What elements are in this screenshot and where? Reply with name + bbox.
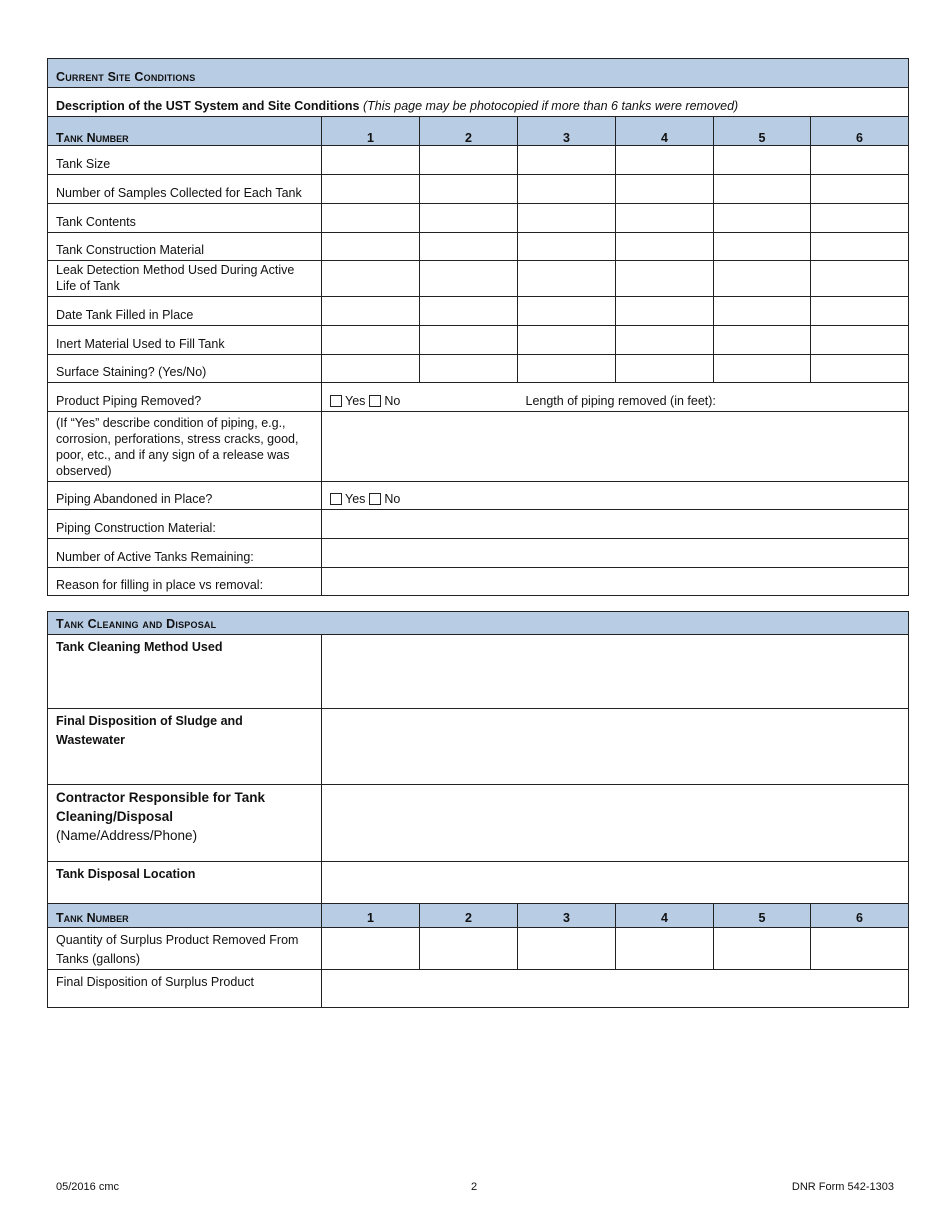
field-piping-condition[interactable] xyxy=(322,412,909,482)
field-leak-1[interactable] xyxy=(322,261,420,297)
field-date-3[interactable] xyxy=(518,297,616,326)
label-contractor-sub: (Name/Address/Phone) xyxy=(56,828,198,843)
field-contents-2[interactable] xyxy=(420,204,518,233)
field-samples-2[interactable] xyxy=(420,175,518,204)
tank-number-3: 3 xyxy=(518,117,616,146)
field-material-1[interactable] xyxy=(322,233,420,261)
piping-removed-options xyxy=(322,383,518,412)
row-product-piping xyxy=(48,383,909,412)
field-material-3[interactable] xyxy=(518,233,616,261)
field-inert-6[interactable] xyxy=(811,326,909,355)
row-quantity-surplus xyxy=(48,928,909,970)
field-contents-1[interactable] xyxy=(322,204,420,233)
field-final-surplus[interactable] xyxy=(322,970,909,1008)
field-reason-filling[interactable] xyxy=(322,568,909,596)
field-contents-4[interactable] xyxy=(616,204,714,233)
row-piping-condition xyxy=(48,412,909,482)
piping-removed-yes-checkbox[interactable] xyxy=(330,395,342,407)
footer-date: 05/2016 cmc xyxy=(56,1181,119,1193)
piping-abandoned-no-checkbox[interactable] xyxy=(369,493,381,505)
tank-number-6: 6 xyxy=(811,117,909,146)
field-disposal-location[interactable] xyxy=(322,862,909,904)
field-date-1[interactable] xyxy=(322,297,420,326)
field-contents-6[interactable] xyxy=(811,204,909,233)
field-tank-size-2[interactable] xyxy=(420,146,518,175)
field-piping-material[interactable] xyxy=(322,510,909,539)
field-leak-5[interactable] xyxy=(714,261,811,297)
field-samples-4[interactable] xyxy=(616,175,714,204)
tank-number-header: Tank Number xyxy=(48,117,322,146)
section-title-current-site: Current Site Conditions xyxy=(48,59,909,88)
row-final-surplus xyxy=(48,970,909,1008)
description-bold: Description of the UST System and Site Conditions xyxy=(56,99,360,113)
field-contents-3[interactable] xyxy=(518,204,616,233)
field-samples-6[interactable] xyxy=(811,175,909,204)
label-product-piping: Product Piping Removed? xyxy=(48,383,322,412)
field-staining-4[interactable] xyxy=(616,355,714,383)
field-surplus-5[interactable] xyxy=(714,928,811,970)
row-leak-detection xyxy=(48,261,909,297)
field-staining-1[interactable] xyxy=(322,355,420,383)
row-inert-material xyxy=(48,326,909,355)
tank-number-header-2: Tank Number xyxy=(48,904,322,928)
field-leak-4[interactable] xyxy=(616,261,714,297)
description-row xyxy=(48,88,909,117)
length-piping-removed-field[interactable] xyxy=(518,383,909,412)
field-staining-3[interactable] xyxy=(518,355,616,383)
row-disposal-location xyxy=(48,862,909,904)
field-surplus-3[interactable] xyxy=(518,928,616,970)
field-tank-size-6[interactable] xyxy=(811,146,909,175)
row-reason-filling xyxy=(48,568,909,596)
piping-removed-no-label: No xyxy=(384,394,401,408)
section-title-cleaning: Tank Cleaning and Disposal xyxy=(48,612,909,635)
row-cleaning-method xyxy=(48,635,909,709)
label-disposal-location: Tank Disposal Location xyxy=(48,862,322,904)
piping-abandoned-options xyxy=(322,482,909,510)
tank-number-2: 2 xyxy=(420,117,518,146)
field-leak-3[interactable] xyxy=(518,261,616,297)
label-piping-abandoned: Piping Abandoned in Place? xyxy=(48,482,322,510)
label-surface-staining: Surface Staining? (Yes/No) xyxy=(48,355,322,383)
piping-abandoned-yes-label: Yes xyxy=(345,492,366,506)
field-inert-5[interactable] xyxy=(714,326,811,355)
label-reason-filling: Reason for filling in place vs removal: xyxy=(48,568,322,596)
field-date-6[interactable] xyxy=(811,297,909,326)
tank-number-4: 4 xyxy=(616,117,714,146)
tank-number-2-3: 3 xyxy=(518,904,616,928)
length-piping-label: Length of piping removed (in feet): xyxy=(525,394,716,408)
field-leak-2[interactable] xyxy=(420,261,518,297)
field-date-4[interactable] xyxy=(616,297,714,326)
label-piping-condition: (If “Yes” describe condition of piping, e.g., corrosion, perforations, stress cracks, good, poor, etc., and if any sign of a release was observed) xyxy=(48,412,322,482)
field-surplus-4[interactable] xyxy=(616,928,714,970)
label-inert-material: Inert Material Used to Fill Tank xyxy=(48,326,322,355)
label-contractor-cell xyxy=(48,785,322,862)
field-samples-1[interactable] xyxy=(322,175,420,204)
field-sludge[interactable] xyxy=(322,709,909,785)
field-material-5[interactable] xyxy=(714,233,811,261)
field-surplus-2[interactable] xyxy=(420,928,518,970)
row-tank-size xyxy=(48,146,909,175)
footer-page-number: 2 xyxy=(471,1181,478,1193)
field-tank-size-3[interactable] xyxy=(518,146,616,175)
piping-abandoned-yes-checkbox[interactable] xyxy=(330,493,342,505)
tank-number-2-6: 6 xyxy=(811,904,909,928)
tank-number-2-2: 2 xyxy=(420,904,518,928)
row-contractor xyxy=(48,785,909,862)
tank-number-2-5: 5 xyxy=(714,904,811,928)
tank-number-2-4: 4 xyxy=(616,904,714,928)
field-inert-4[interactable] xyxy=(616,326,714,355)
label-num-samples: Number of Samples Collected for Each Tank xyxy=(48,175,322,204)
row-tank-contents xyxy=(48,204,909,233)
field-active-tanks[interactable] xyxy=(322,539,909,568)
current-site-conditions-table xyxy=(47,58,909,596)
piping-removed-no-checkbox[interactable] xyxy=(369,395,381,407)
field-inert-2[interactable] xyxy=(420,326,518,355)
row-date-filled xyxy=(48,297,909,326)
field-date-5[interactable] xyxy=(714,297,811,326)
field-staining-2[interactable] xyxy=(420,355,518,383)
field-surplus-1[interactable] xyxy=(322,928,420,970)
field-material-2[interactable] xyxy=(420,233,518,261)
label-construction-material: Tank Construction Material xyxy=(48,233,322,261)
label-tank-contents: Tank Contents xyxy=(48,204,322,233)
field-tank-size-5[interactable] xyxy=(714,146,811,175)
row-sludge xyxy=(48,709,909,785)
tank-number-1: 1 xyxy=(322,117,420,146)
row-active-tanks xyxy=(48,539,909,568)
row-num-samples xyxy=(48,175,909,204)
tank-number-2-1: 1 xyxy=(322,904,420,928)
field-samples-5[interactable] xyxy=(714,175,811,204)
label-active-tanks: Number of Active Tanks Remaining: xyxy=(48,539,322,568)
field-cleaning-method[interactable] xyxy=(322,635,909,709)
label-piping-material: Piping Construction Material: xyxy=(48,510,322,539)
row-piping-material xyxy=(48,510,909,539)
tank-cleaning-disposal-table xyxy=(47,611,909,1008)
row-construction-material xyxy=(48,233,909,261)
field-material-6[interactable] xyxy=(811,233,909,261)
label-quantity-surplus: Quantity of Surplus Product Removed From Tanks (gallons) xyxy=(48,928,322,970)
label-leak-detection: Leak Detection Method Used During Active Life of Tank xyxy=(48,261,322,297)
field-tank-size-1[interactable] xyxy=(322,146,420,175)
field-staining-6[interactable] xyxy=(811,355,909,383)
piping-removed-yes-label: Yes xyxy=(345,394,366,408)
label-sludge: Final Disposition of Sludge and Wastewater xyxy=(48,709,322,785)
field-staining-5[interactable] xyxy=(714,355,811,383)
field-inert-3[interactable] xyxy=(518,326,616,355)
field-tank-size-4[interactable] xyxy=(616,146,714,175)
label-date-filled: Date Tank Filled in Place xyxy=(48,297,322,326)
row-piping-abandoned xyxy=(48,482,909,510)
field-surplus-6[interactable] xyxy=(811,928,909,970)
piping-abandoned-no-label: No xyxy=(384,492,401,506)
field-leak-6[interactable] xyxy=(811,261,909,297)
label-final-surplus: Final Disposition of Surplus Product xyxy=(48,970,322,1008)
field-date-2[interactable] xyxy=(420,297,518,326)
label-cleaning-method: Tank Cleaning Method Used xyxy=(48,635,322,709)
footer-form-number: DNR Form 542-1303 xyxy=(791,1181,894,1193)
field-contractor[interactable] xyxy=(322,785,909,862)
label-contractor: Contractor Responsible for Tank Cleaning/Disposal xyxy=(56,790,266,824)
field-contents-5[interactable] xyxy=(714,204,811,233)
field-inert-1[interactable] xyxy=(322,326,420,355)
label-tank-size: Tank Size xyxy=(48,146,322,175)
field-samples-3[interactable] xyxy=(518,175,616,204)
field-material-4[interactable] xyxy=(616,233,714,261)
description-italic: (This page may be photocopied if more than 6 tanks were removed) xyxy=(363,99,739,113)
tank-number-5: 5 xyxy=(714,117,811,146)
row-surface-staining xyxy=(48,355,909,383)
